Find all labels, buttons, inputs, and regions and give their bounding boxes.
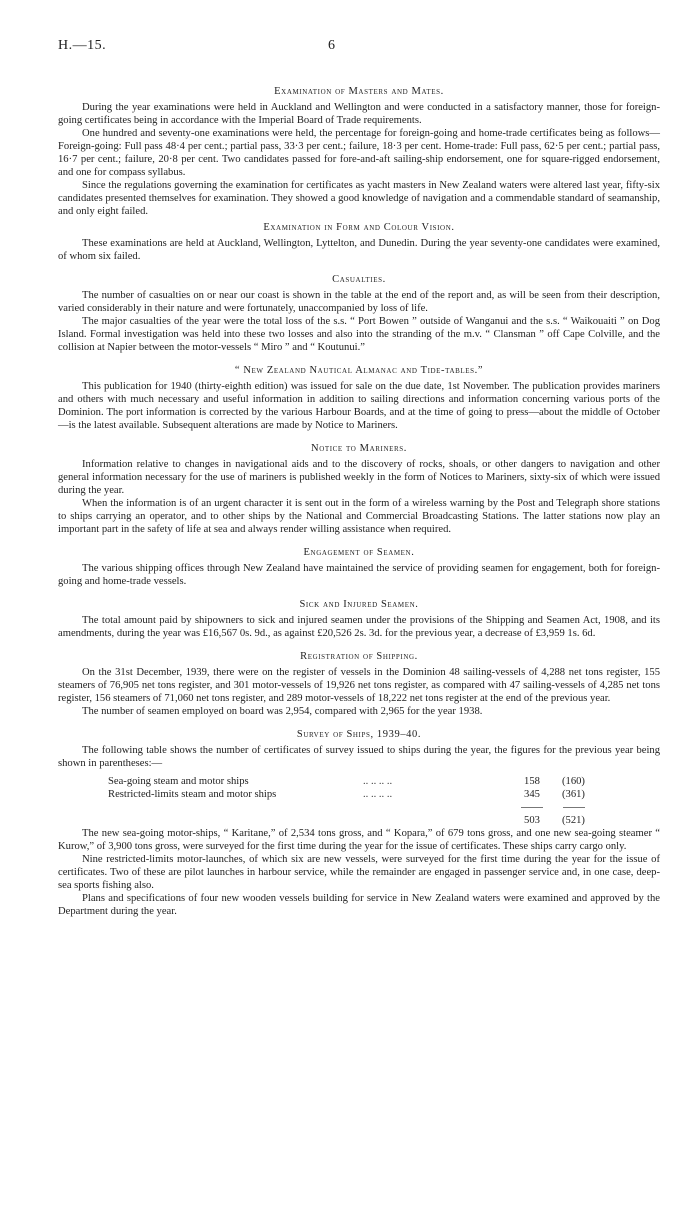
paragraph: Plans and specifications of four new wooden vessels building for service in New Zealand waters were examined and approved by the Department during the year. [58, 893, 660, 917]
row-leader-dots: .. .. .. .. [363, 776, 393, 787]
paragraph: One hundred and seventy-one examinations were held, the percentage for foreign-going and home-trade certificates being as follows—Foreign-going: Full pass 48·4 per cent.; partial pass, 33·3 per cent.; failure, 18·3 per cent. Home-trade: Full pass, 62·5 per cent.; partial pass, 16·7 per cent.; failure, 20·8 per cent. Two candidates passed for fore-and-aft sailing-ship endorsement, one for square-rigged endorsement, and one for compass syllabus. [58, 128, 660, 178]
page-header [58, 38, 660, 62]
section-heading: Casualties. [332, 274, 386, 285]
row-value: 345 [524, 789, 540, 800]
total-rule [521, 807, 543, 808]
section-survey-of-ships [58, 729, 660, 918]
section-engagement-of-seamen [58, 547, 660, 588]
paragraph: Since the regulations governing the examination for certificates as yacht masters in New Zealand waters were altered last year, fifty-six candidates presented themselves for examination. They showed a good knowledge of navigation and a commendable standard of seamanship, and only eight failed. [58, 180, 660, 217]
section-heading: Registration of Shipping. [300, 651, 418, 662]
section-heading: “ New Zealand Nautical Almanac and Tide-tables.” [234, 365, 484, 376]
row-label: Restricted-limits steam and motor ships [108, 789, 277, 800]
section-form-colour-vision [58, 222, 660, 263]
total-previous-value: (521) [562, 815, 585, 826]
paragraph: This publication for 1940 (thirty-eighth edition) was issued for sale on the due date, 1st November. The publication provides mariners and others with much necessary and useful information in addition to sailing directions and information concerning various ports of the Dominion. The port information is corrected by the various Harbour Boards, and at the time of going to press—about the middle of October—is the latest available. Subsequent alterations are made by Notice to Mariners. [58, 381, 660, 431]
paragraph: The number of casualties on or near our coast is shown in the table at the end of the report and, as will be seen from their description, varied considerably in their nature and were fortunately, unaccompanied by loss of life. [58, 290, 660, 314]
row-previous-value: (361) [562, 789, 585, 800]
section-heading: Notice to Mariners. [311, 443, 407, 454]
table-row [108, 788, 596, 801]
section-heading: Examination in Form and Colour Vision. [263, 222, 455, 233]
section-heading: Examination of Masters and Mates. [274, 86, 444, 97]
table-row [108, 775, 596, 788]
page-number: 6 [328, 38, 335, 53]
paragraph: Nine restricted-limits motor-launches, of which six are new vessels, were surveyed for the first time during the year for the issue of certificates. Two of these are pilot launches in harbour service, while the remainder are engaged in passenger service and, in one case, deep-sea sports fishing also. [58, 854, 660, 891]
survey-table [108, 775, 596, 827]
table-total-row [108, 814, 596, 827]
section-registration-of-shipping [58, 651, 660, 718]
paragraph: The total amount paid by shipowners to sick and injured seamen under the provisions of the Shipping and Seamen Act, 1908, and its amendments, during the year was £16,567 0s. 9d., as against £20,526 2s. 3d. for the previous year, a decrease of £3,959 1s. 6d. [58, 615, 660, 639]
section-casualties [58, 274, 660, 354]
section-heading: Engagement of Seamen. [303, 547, 415, 558]
paragraph: The number of seamen employed on board was 2,954, compared with 2,965 for the year 1938. [82, 706, 483, 717]
paragraph: During the year examinations were held in Auckland and Wellington and were conducted in a satisfactory manner, those for foreign-going certificates being in accordance with the Imperial Board of Trade requirements. [58, 102, 660, 126]
section-examination-masters-mates [58, 86, 660, 218]
section-nautical-almanac [58, 365, 660, 432]
section-sick-injured-seamen [58, 599, 660, 640]
row-leader-dots: .. .. .. .. [363, 789, 393, 800]
row-label: Sea-going steam and motor ships [108, 776, 249, 787]
row-previous-value: (160) [562, 776, 585, 787]
paragraph: When the information is of an urgent character it is sent out in the form of a wireless warning by the Post and Telegraph shore stations to ships carrying an operator, and to other ships by the National and Commercial Broadcasting Stations. The latter stations now play an important part in the safety of life at sea and always render willing assistance when required. [58, 498, 660, 535]
paragraph: The major casualties of the year were the total loss of the s.s. “ Port Bowen ” outside of Wanganui and the s.s. “ Waikouaiti ” on Dog Island. Formal investigation was held into these two losses and also into the stranding of the m.v. “ Clansman ” off Cape Colville, and the collision at Napier between the motor-vessels “ Miro ” and “ Koutunui.” [58, 316, 660, 353]
paragraph: On the 31st December, 1939, there were on the register of vessels in the Dominion 48 sailing-vessels of 4,288 net tons register, 155 steamers of 76,905 net tons register, and 301 motor-vessels of 19,926 net tons register, as compared with 47 sailing-vessels of 4,285 net tons register, 156 steamers of 71,060 net tons register, and 289 motor-vessels of 18,222 net tons register at the end of the previous year. [58, 667, 660, 704]
paragraph: The new sea-going motor-ships, “ Karitane,” of 2,534 tons gross, and “ Kopara,” of 679 tons gross, and one new sea-going steamer “ Kurow,” of 3,900 tons gross, were surveyed for the first time during the year for the issue of certificates. These ships carry cargo only. [58, 828, 660, 852]
section-heading: Sick and Injured Seamen. [299, 599, 419, 610]
row-value: 158 [524, 776, 540, 787]
section-heading: Survey of Ships, 1939–40. [296, 729, 422, 740]
report-reference: H.—15. [58, 38, 107, 53]
paragraph: The various shipping offices through New Zealand have maintained the service of providing seamen for engagement, both for foreign-going and home-trade vessels. [58, 563, 660, 587]
paragraph: The following table shows the number of certificates of survey issued to ships during the year, the figures for the previous year being shown in parentheses:— [58, 745, 660, 769]
section-notice-to-mariners [58, 443, 660, 536]
paragraph: These examinations are held at Auckland, Wellington, Lyttelton, and Dunedin. During the year seventy-one candidates were examined, of whom six failed. [58, 238, 660, 262]
paragraph: Information relative to changes in navigational aids and to the discovery of rocks, shoals, or other dangers to navigation and other general information necessary for the use of mariners is published weekly in the form of Notices to Mariners, sixty-six of which were issued during the year. [58, 459, 660, 496]
table-rule [108, 801, 596, 814]
total-rule [563, 807, 585, 808]
total-value: 503 [524, 815, 540, 826]
